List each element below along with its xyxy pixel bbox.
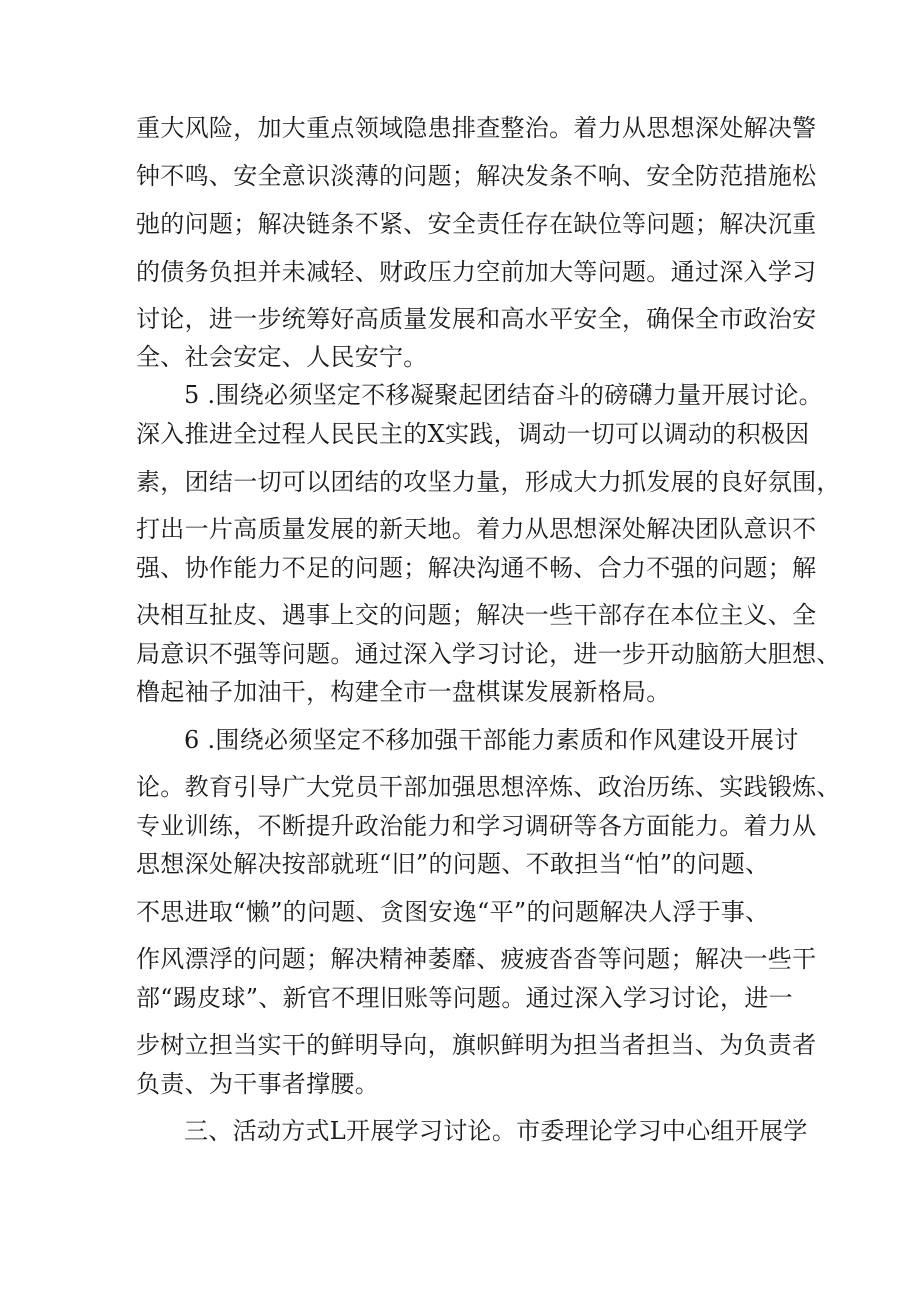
section-heading-line: 三、活动方式L开展学习讨论。市委理论学习中心组开展学 xyxy=(184,1117,808,1145)
text-line: 重大风险，加大重点领域隐患排查整治。着力从思想深处解决警 xyxy=(136,114,817,142)
text-line: 决相互扯皮、遇事上交的问题；解决一些干部存在本位主义、全 xyxy=(136,601,817,629)
text-line: 部“踢皮球”、新官不理旧账等问题。通过深入学习讨论，进一 xyxy=(136,984,793,1012)
text-line: 素，团结一切可以团结的攻坚力量，形成大力抓发展的良好氛围， xyxy=(136,468,841,496)
text-line: 全、社会安定、人民安宁。 xyxy=(136,343,428,371)
text-line: 弛的问题；解决链条不紧、安全责任存在缺位等问题；解决沉重 xyxy=(136,210,817,238)
text-line: 深入推进全过程人民民主的X实践，调动一切可以调动的积极因 xyxy=(136,420,810,448)
text-line: 打出一片高质量发展的新天地。着力从思想深处解决团队意识不 xyxy=(136,515,817,543)
text-line: 论。教育引导广大党员干部加强思想淬炼、政治历练、实践锻炼、 xyxy=(136,773,841,801)
text-line: 强、协作能力不足的问题；解决沟通不畅、合力不强的问题；解 xyxy=(136,554,817,582)
text-line: 橹起袖子加油干，构建全市一盘棋谋发展新格局。 xyxy=(136,678,671,706)
text-line: 不思进取“懒”的问题、贪图安逸“平”的问题解决人浮于事、 xyxy=(136,898,770,926)
paragraph-start-line: 5 .围绕必须坚定不移凝聚起团结奋斗的磅礴力量开展讨论。 xyxy=(184,381,823,409)
text-line: 负责、为干事者撑腰。 xyxy=(136,1070,379,1098)
paragraph-start-line: 6 .围绕必须坚定不移加强干部能力素质和作风建设开展讨 xyxy=(184,726,799,754)
text-line: 局意识不强等问题。通过深入学习讨论，进一步开动脑筋大胆想、 xyxy=(136,640,841,668)
text-line: 钟不鸣、安全意识淡薄的问题；解决发条不响、安全防范措施松 xyxy=(136,162,817,190)
text-line: 步树立担当实干的鲜明导向，旗帜鲜明为担当者担当、为负责者 xyxy=(136,1031,817,1059)
text-line: 专业训练，不断提升政治能力和学习调研等各方面能力。着力从 xyxy=(136,812,817,840)
text-line: 作风漂浮的问题；解决精神萎靡、疲疲沓沓等问题；解决一些干 xyxy=(136,945,817,973)
text-line: 思想深处解决按部就班“旧”的问题、不敢担当“怕”的问题、 xyxy=(136,850,770,878)
text-line: 讨论，进一步统筹好高质量发展和高水平安全，确保全市政治安 xyxy=(136,305,817,333)
text-line: 的债务负担并未减轻、财政压力空前加大等问题。通过深入学习 xyxy=(136,258,817,286)
